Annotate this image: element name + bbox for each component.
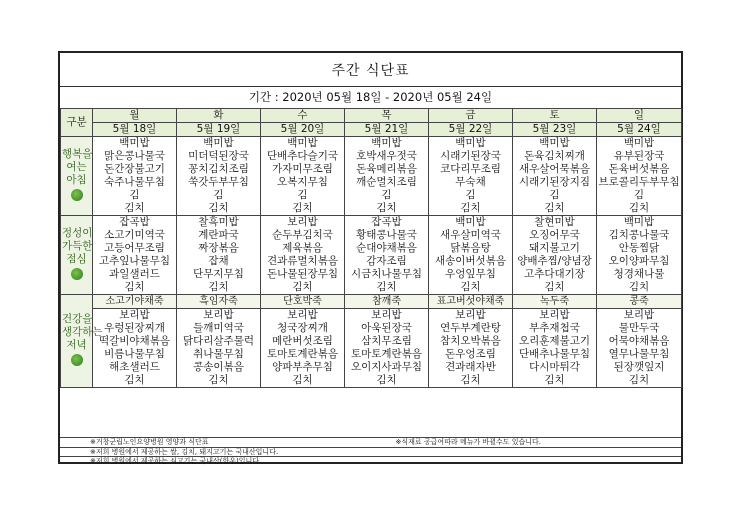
breakfast-label-cell (61, 137, 93, 216)
menu-item: 가자미무조림 (272, 163, 333, 175)
menu-item: 김치 (376, 374, 397, 386)
dinner-label-text: 저녁 (66, 338, 87, 351)
menu-item: 김 (633, 189, 645, 201)
menu-item: 백미밥 (371, 137, 402, 149)
breakfast-day-cell (429, 137, 513, 216)
menu-item: 견과래자반 (445, 361, 496, 373)
menu-item: 양배추찜/양념장 (517, 255, 592, 267)
porridge-item: 콩죽 (629, 296, 649, 307)
day-name: 토 (549, 109, 560, 121)
menu-item: 잡곡밥 (371, 216, 402, 228)
dinner-day-cell (93, 309, 177, 388)
menu-item: 쑥갓두부무침 (188, 176, 249, 188)
day-date: 5월 23일 (532, 123, 577, 135)
menu-item: 김치 (208, 281, 229, 293)
day-date: 5월 19일 (196, 123, 241, 135)
menu-item: 잡곡밥 (119, 216, 150, 228)
menu-item: 백미밥 (455, 216, 486, 228)
menu-table (60, 108, 682, 388)
porridge-cell (345, 295, 429, 309)
menu-item: 김치 (124, 374, 145, 386)
breakfast-day-cell (597, 137, 682, 216)
menu-item: 돈간장불고기 (104, 163, 165, 175)
menu-item: 맑은콩나물국 (104, 150, 165, 162)
menu-item: 김치 (460, 202, 481, 214)
day-name-cell (345, 109, 429, 123)
menu-item: 닭다리살주물럭 (182, 335, 254, 347)
menu-sheet (58, 51, 683, 464)
menu-item: 보리밥 (539, 309, 570, 321)
menu-item: 순대야채볶음 (356, 242, 417, 254)
menu-item: 부추재첩국 (529, 322, 580, 334)
note-1: ※거창군립노인요양병원 영양과 식단표 (90, 438, 209, 446)
breakfast-day-cell (93, 137, 177, 216)
menu-item: 단배추다슬기국 (266, 150, 338, 162)
dinner-label-cell (61, 295, 103, 388)
menu-item: 미더덕된장국 (188, 150, 249, 162)
menu-item: 김치 (460, 281, 481, 293)
leaf-icon (71, 354, 83, 366)
day-name-cell (597, 109, 682, 123)
menu-item: 콩송이볶음 (193, 361, 244, 373)
day-date: 5월 21일 (364, 123, 409, 135)
menu-item: 김치 (628, 374, 650, 386)
menu-item: 돈육김치찌개 (524, 150, 585, 162)
menu-item: 잡채 (208, 255, 229, 267)
menu-item: 백미밥 (287, 137, 318, 149)
porridge-cell (93, 295, 177, 309)
porridge-item: 녹두죽 (540, 296, 569, 307)
menu-item: 닭볶음탕 (450, 242, 491, 254)
breakfast-day-cell (261, 137, 345, 216)
menu-item: 김치 (124, 281, 145, 293)
menu-item: 비름나물무침 (104, 348, 165, 360)
day-name: 목 (381, 109, 392, 121)
day-date: 5월 24일 (617, 123, 661, 135)
day-date-cell (429, 123, 513, 137)
menu-item: 순두부김치국 (272, 229, 333, 241)
lunch-day-cell (261, 216, 345, 295)
menu-item: 김치 (124, 202, 145, 214)
menu-item: 돈우엉조림 (445, 348, 496, 360)
day-name: 금 (465, 109, 476, 121)
lunch-label-text: 가득한 (62, 239, 93, 252)
day-name: 수 (297, 109, 308, 121)
menu-item: 김치 (460, 374, 481, 386)
dinner-day-cell (345, 309, 429, 388)
menu-item: 찰흑미밥 (198, 216, 239, 228)
menu-item: 고추다대기장 (524, 268, 585, 280)
menu-item: 메란버섯조림 (272, 335, 333, 347)
day-name-cell (429, 109, 513, 123)
menu-item: 김치 (544, 281, 565, 293)
menu-item: 토마토계란볶음 (266, 348, 338, 360)
note-3: ※저희 병원에서 제공하는 쇠고기는 국내산(한우)입니다. (90, 457, 262, 465)
lunch-label-cell (61, 216, 93, 295)
menu-item: 찰현미밥 (534, 216, 575, 228)
day-name: 일 (633, 109, 645, 121)
menu-item: 김치 (208, 202, 229, 214)
day-name-cell (93, 109, 177, 123)
leaf-icon (71, 189, 83, 201)
menu-item: 김치 (292, 281, 313, 293)
menu-item: 과일샐러드 (109, 268, 160, 280)
menu-item: 열무나물무침 (608, 348, 670, 360)
porridge-cell (429, 295, 513, 309)
menu-item: 오이양파무침 (608, 255, 670, 267)
menu-item: 보리밥 (371, 309, 402, 321)
day-date-cell (597, 123, 682, 137)
porridge-cell (261, 295, 345, 309)
breakfast-label-text: 행복을 (62, 147, 93, 160)
menu-item: 새우살어묵볶음 (518, 163, 590, 175)
menu-item: 새송이버섯볶음 (434, 255, 506, 267)
menu-item: 무숙채 (455, 176, 486, 188)
menu-item: 고등어무조림 (104, 242, 165, 254)
porridge-item: 흑임자죽 (199, 296, 238, 307)
lunch-label-text: 점심 (66, 252, 87, 265)
porridge-item: 소고기야채죽 (105, 296, 164, 307)
menu-item: 견과류멸치볶음 (266, 255, 338, 267)
menu-item: 황태콩나물국 (356, 229, 417, 241)
menu-item: 백미밥 (623, 137, 655, 149)
lunch-label-text: 정성이 (62, 226, 93, 239)
menu-item: 깨순멸치조림 (356, 176, 417, 188)
period-line: 기간 : 2020년 05월 18일 - 2020년 05월 24일 (60, 86, 681, 109)
menu-item: 고추잎나물무침 (98, 255, 170, 267)
menu-item: 돈육메리볶음 (356, 163, 417, 175)
day-date: 5월 20일 (280, 123, 325, 135)
day-name-cell (261, 109, 345, 123)
menu-item: 짜장볶음 (198, 242, 239, 254)
menu-item: 단무지무침 (193, 268, 244, 280)
menu-item: 김 (129, 189, 140, 201)
menu-item: 보리밥 (287, 309, 318, 321)
lunch-day-cell (597, 216, 682, 295)
menu-item: 김치 (544, 202, 565, 214)
menu-item: 김 (381, 189, 392, 201)
porridge-item: 참깨죽 (372, 296, 401, 307)
menu-item: 김치 (376, 202, 397, 214)
menu-item: 꽁치김치조림 (188, 163, 249, 175)
porridge-item: 표고버섯야채죽 (436, 296, 505, 307)
menu-item: 김치 (376, 281, 397, 293)
day-name-cell (177, 109, 261, 123)
menu-item: 백미밥 (119, 137, 150, 149)
porridge-item: 단호박죽 (283, 296, 322, 307)
menu-item: 감자조림 (366, 255, 407, 267)
menu-item: 유부된장국 (613, 150, 665, 162)
menu-item: 오이지사과무침 (350, 361, 422, 373)
lunch-day-cell (429, 216, 513, 295)
menu-item: 다시마튀각 (529, 361, 580, 373)
porridge-cell (597, 295, 682, 309)
menu-item: 우렁된장찌개 (104, 322, 165, 334)
porridge-cell (177, 295, 261, 309)
menu-item: 김치 (292, 374, 313, 386)
menu-item: 제육볶음 (282, 242, 323, 254)
menu-item: 들깨미역국 (193, 322, 244, 334)
menu-item: 떡갈비야채볶음 (98, 335, 170, 347)
gubun-cell (61, 109, 93, 137)
menu-item: 해초샐러드 (109, 361, 160, 373)
menu-item: 보리밥 (119, 309, 150, 321)
menu-item: 보리밥 (455, 309, 486, 321)
dinner-label-text: 생각하는 (62, 325, 103, 338)
dinner-day-cell (513, 309, 597, 388)
menu-item: 참치오박볶음 (440, 335, 501, 347)
dinner-day-cell (261, 309, 345, 388)
day-date: 5월 22일 (448, 123, 493, 135)
porridge-cell (513, 295, 597, 309)
leaf-icon (71, 268, 83, 280)
menu-item: 보리밥 (203, 309, 234, 321)
menu-item: 김치 (292, 202, 313, 214)
notes (60, 437, 681, 465)
day-date-cell (261, 123, 345, 137)
menu-item: 물만두국 (618, 322, 660, 334)
dinner-day-cell (177, 309, 261, 388)
menu-item: 양파부추무침 (272, 361, 333, 373)
menu-item: 백미밥 (203, 137, 234, 149)
menu-item: 토마토계란볶음 (350, 348, 422, 360)
lunch-day-cell (513, 216, 597, 295)
gubun-label: 구분 (66, 116, 87, 128)
day-date-cell (345, 123, 429, 137)
menu-item: 청국장찌개 (277, 322, 328, 334)
menu-item: 호박새우젓국 (356, 150, 417, 162)
menu-item: 김치 (628, 281, 650, 293)
menu-item: 오복지무침 (277, 176, 328, 188)
breakfast-day-cell (345, 137, 429, 216)
menu-item: 연두부계란탕 (440, 322, 501, 334)
breakfast-day-cell (177, 137, 261, 216)
menu-item: 오징어무국 (529, 229, 580, 241)
menu-item: 우엉잎무침 (445, 268, 496, 280)
menu-item: 백미밥 (539, 137, 570, 149)
menu-item: 청경채나물 (613, 268, 665, 280)
breakfast-label-text: 아침 (66, 173, 87, 186)
menu-item: 돈나물된장무침 (266, 268, 338, 280)
menu-item: 브로콜리두부무침 (598, 176, 680, 188)
menu-item: 보리밥 (623, 309, 655, 321)
dinner-day-cell (597, 309, 682, 388)
menu-item: 김치콩나물국 (608, 229, 670, 241)
dinner-day-cell (429, 309, 513, 388)
menu-item: 된장깻잎지 (613, 361, 665, 373)
menu-item: 삼치무조림 (361, 335, 412, 347)
lunch-day-cell (345, 216, 429, 295)
menu-item: 김 (213, 189, 224, 201)
note-2: ※저희 병원에서 제공하는 쌀, 김치, 돼지고기는 국내산입니다. (90, 447, 279, 456)
day-date-cell (513, 123, 597, 137)
menu-item: 오리훈제불고기 (518, 335, 590, 347)
menu-item: 단배추나물무침 (518, 348, 590, 360)
breakfast-day-cell (513, 137, 597, 216)
lunch-day-cell (177, 216, 261, 295)
dinner-label-text: 건강을 (62, 312, 93, 325)
day-date-cell (177, 123, 261, 137)
menu-item: 새우살미역국 (440, 229, 501, 241)
menu-item: 어묵야채볶음 (608, 335, 670, 347)
menu-item: 돼지불고기 (529, 242, 580, 254)
day-name: 화 (213, 109, 224, 121)
menu-item: 보리밥 (287, 216, 318, 228)
menu-item: 돈육버섯볶음 (608, 163, 670, 175)
day-name-cell (513, 109, 597, 123)
breakfast-label-text: 여는 (66, 160, 87, 173)
menu-item: 백미밥 (455, 137, 486, 149)
menu-item: 아욱된장국 (361, 322, 412, 334)
menu-item: 계란파국 (198, 229, 239, 241)
menu-item: 취나물무침 (193, 348, 244, 360)
note-1-right: ※식재료 공급여따라 메뉴가 바뀔수도 있습니다. (395, 438, 541, 446)
day-date-cell (93, 123, 177, 137)
menu-item: 숙주나물무침 (104, 176, 165, 188)
menu-item: 백미밥 (623, 216, 655, 228)
day-date: 5월 18일 (112, 123, 157, 135)
menu-item: 코다리무조림 (440, 163, 501, 175)
menu-item: 김 (297, 189, 308, 201)
menu-item: 시래기된장지짐 (518, 176, 590, 188)
lunch-day-cell (93, 216, 177, 295)
menu-item: 안동찜닭 (618, 242, 660, 254)
menu-item: 김치 (628, 202, 650, 214)
menu-item: 소고기미역국 (104, 229, 165, 241)
menu-item: 시금치나물무침 (350, 268, 422, 280)
page-title: 주간 식단표 (60, 53, 681, 87)
menu-item: 김 (549, 189, 560, 201)
day-name: 월 (129, 109, 140, 121)
menu-item: 김 (465, 189, 476, 201)
menu-item: 김치 (544, 374, 565, 386)
menu-item: 김치 (208, 374, 229, 386)
menu-item: 시래기된장국 (440, 150, 501, 162)
